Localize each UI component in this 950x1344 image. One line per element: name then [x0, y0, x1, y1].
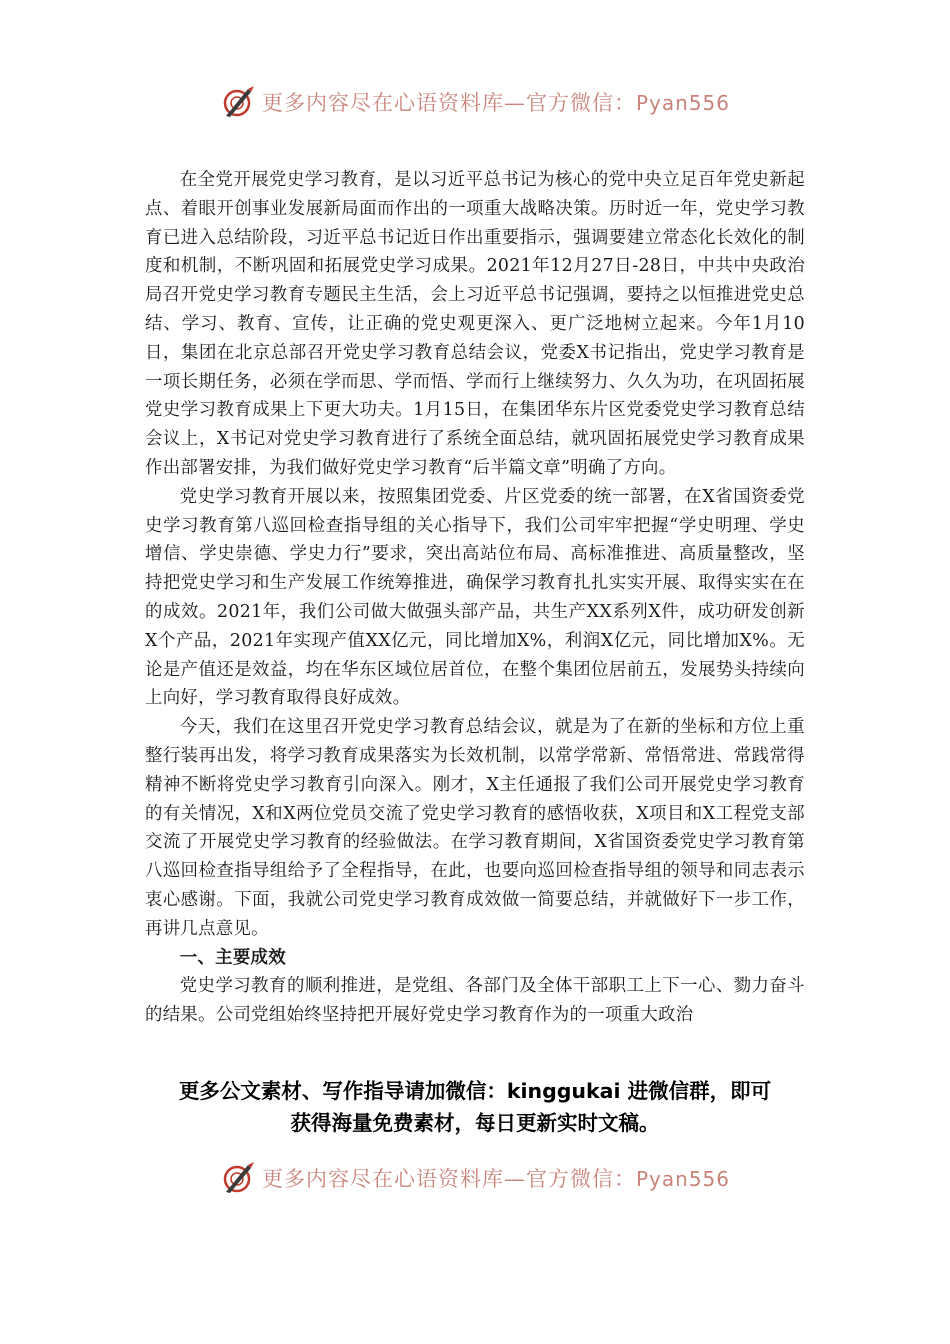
- promo-line-2: 获得海量免费素材，每日更新实时文稿。: [290, 1111, 660, 1135]
- paragraph-3: 今天，我们在这里召开党史学习教育总结会议，就是为了在新的坐标和方位上重整行装再出发，将学习教育成果落实为长效机制，以常学常新、常悟常进、常践常得精神不断将党史学习教育引向深入。刚才，X主任通报了我们公司开展党史学习教育的有关情况，X和X两位党员交流了党史学习教育的感悟收获，X项目和X工程党支部交流了开展党史学习教育的经验做法。在学习教育期间，X省国资委党史学习教育第八巡回检查指导组给予了全程指导，在此，也要向巡回检查指导组的领导和同志表示衷心感谢。下面，我就公司党史学习教育成效做一简要总结，并就做好下一步工作，再讲几点意见。: [145, 717, 805, 939]
- promo-notice: [120, 1075, 830, 1139]
- document-body: [145, 166, 805, 1030]
- header-banner: [0, 82, 950, 122]
- promo-line-1: 更多公文素材、写作指导请加微信：kinggukai 进微信群，即可: [178, 1079, 772, 1103]
- header-wechat-id: Pyan556: [635, 91, 730, 115]
- paragraph-4: 党史学习教育的顺利推进，是党组、各部门及全体干部职工上下一心、勠力奋斗的结果。公司党组始终坚持把开展好党史学习教育作为的一项重大政治: [145, 976, 805, 1026]
- paragraph-1: 在全党开展党史学习教育，是以习近平总书记为核心的党中央立足百年党史新起点、着眼开创事业发展新局面而作出的一项重大战略决策。历时近一年，党史学习教育已进入总结阶段，习近平总书记近日作出重要指示，强调要建立常态化长效化的制度和机制，不断巩固和拓展党史学习成果。2021年12月27日-28日，中共中央政治局召开党史学习教育专题民主生活，会上习近平总书记强调，要持之以恒推进党史总结、学习、教育、宣传，让正确的党史观更深入、更广泛地树立起来。今年1月10日，集团在北京总部召开党史学习教育总结会议，党委X书记指出，党史学习教育是一项长期任务，必须在学而思、学而悟、学而行上继续努力、久久为功，在巩固拓展党史学习教育成果上下更大功夫。1月15日，在集团华东片区党委党史学习教育总结会议上，X书记对党史学习教育进行了系统全面总结，就巩固拓展党史学习教育成果作出部署安排，为我们做好党史学习教育“后半篇文章”明确了方向。: [145, 170, 805, 478]
- quill-pen-logo-icon: [220, 84, 256, 120]
- header-banner-text: 更多内容尽在心语资料库—官方微信：Pyan556: [261, 91, 730, 115]
- footer-wechat-id: Pyan556: [635, 1167, 730, 1191]
- section-heading: 一、主要成效: [179, 947, 286, 968]
- footer-banner-text: 更多内容尽在心语资料库—官方微信：Pyan556: [261, 1167, 730, 1191]
- footer-banner: [0, 1158, 950, 1198]
- quill-pen-logo-icon: [220, 1160, 256, 1196]
- paragraph-2: 党史学习教育开展以来，按照集团党委、片区党委的统一部署，在X省国资委党史学习教育第八巡回检查指导组的关心指导下，我们公司牢牢把握“学史明理、学史增信、学史崇德、学史力行”要求，突出高站位布局、高标准推进、高质量整改，坚持把党史学习和生产发展工作统筹推进，确保学习教育扎扎实实开展、取得实实在在的成效。2021年，我们公司做大做强头部产品，共生产XX系列X件，成功研发创新X个产品，2021年实现产值XX亿元，同比增加X%，利润X亿元，同比增加X%。无论是产值还是效益，均在华东区域位居首位，在整个集团位居前五，发展势头持续向上向好，学习教育取得良好成效。: [145, 486, 805, 709]
